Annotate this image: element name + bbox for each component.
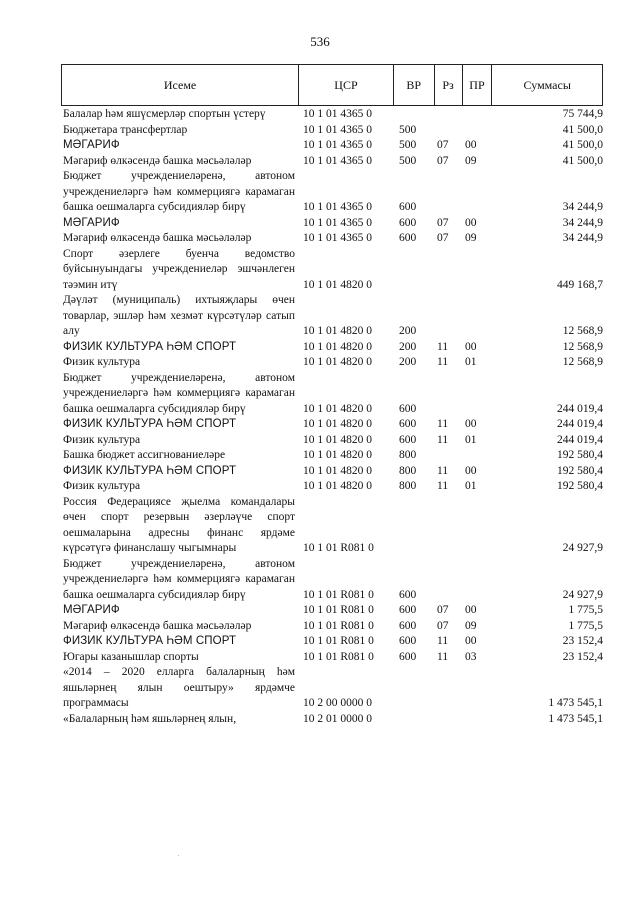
table-row — [61, 448, 603, 464]
row-csr: 10 1 01 4820 0 — [303, 356, 372, 368]
row-pr: 09 — [465, 154, 477, 167]
row-pr: 01 — [465, 433, 477, 446]
table-row — [61, 417, 603, 433]
row-sum: 34 244,9 — [562, 201, 603, 213]
row-csr: 10 1 01 4365 0 — [303, 139, 372, 151]
header-sum: Суммасы — [523, 77, 571, 92]
row-csr: 10 1 01 4820 0 — [303, 449, 372, 461]
table-row — [61, 650, 603, 666]
row-sum: 12 568,9 — [562, 325, 603, 337]
row-vr: 500 — [399, 123, 417, 136]
table-row — [61, 665, 603, 712]
row-vr: 500 — [399, 139, 417, 151]
row-sum: 1 775,5 — [568, 604, 603, 616]
row-csr: 10 1 01 4820 0 — [303, 433, 372, 446]
row-sum: 192 580,4 — [557, 480, 603, 492]
row-vr: 600 — [399, 650, 417, 663]
page-number: 536 — [310, 34, 330, 49]
row-pr: 01 — [465, 480, 477, 492]
row-rz: 11 — [437, 635, 449, 647]
row-sum: 1 775,5 — [568, 619, 603, 632]
table-row — [61, 355, 603, 371]
row-sum: 244 019,4 — [557, 418, 603, 430]
row-name: ФИЗИК КУЛЬТУРА ҺӘМ СПОРТ — [63, 635, 237, 647]
row-sum: 12 568,9 — [562, 340, 603, 353]
header-vr: ВР — [394, 65, 435, 105]
row-rz: 07 — [437, 619, 449, 632]
row-sum: 12 568,9 — [562, 356, 603, 368]
row-pr: 00 — [465, 340, 477, 353]
row-sum: 24 927,9 — [562, 588, 603, 601]
row-pr: 00 — [465, 464, 477, 477]
row-csr: 10 1 01 4365 0 — [303, 123, 372, 136]
row-rz: 11 — [437, 433, 449, 446]
row-name: Балалар һәм яшүсмерләр спортын үстерү — [63, 108, 266, 120]
row-vr: 200 — [399, 340, 417, 353]
row-name: МӘГАРИФ — [63, 604, 120, 616]
row-name: ФИЗИК КУЛЬТУРА ҺӘМ СПОРТ — [63, 464, 237, 477]
row-vr: 600 — [399, 433, 417, 446]
row-vr: 600 — [399, 201, 417, 213]
row-rz: 11 — [437, 356, 449, 368]
row-name: Физик культура — [63, 433, 141, 446]
row-name: Башка бюджет ассигнованиеләре — [63, 449, 226, 461]
row-rz: 07 — [437, 232, 449, 244]
row-name: Бюджет учреждениеләренә, автоном учреждениеләргә һәм коммерциягә карамаган башка оешмаларга субсидияләр бирү — [63, 557, 295, 601]
row-sum: 41 500,0 — [562, 139, 603, 151]
row-name: «Балаларның һәм яшьләрнең ялын, — [63, 712, 237, 725]
table-row — [61, 479, 603, 495]
row-csr: 10 1 01 4365 0 — [303, 216, 372, 229]
table-row — [61, 216, 603, 232]
row-sum: 244 019,4 — [557, 402, 603, 415]
row-sum: 34 244,9 — [562, 232, 603, 244]
row-vr: 600 — [399, 635, 417, 647]
row-csr: 10 2 01 0000 0 — [303, 712, 372, 725]
row-name: Мәгариф өлкәсендә башка мәсьәләләр — [63, 619, 252, 632]
row-vr: 600 — [399, 418, 417, 430]
row-pr: 09 — [465, 232, 477, 244]
table-row — [61, 464, 603, 480]
table-row — [61, 495, 603, 557]
row-sum: 449 168,7 — [557, 278, 603, 291]
row-name: Бюджетара трансфертлар — [63, 123, 188, 136]
header-pr: ПР — [463, 65, 493, 105]
row-sum: 24 927,9 — [562, 542, 603, 554]
row-name: Мәгариф өлкәсендә башка мәсьәләләр — [63, 154, 252, 167]
row-pr: 09 — [465, 619, 477, 632]
table-row — [61, 619, 603, 635]
table-row — [61, 107, 603, 123]
row-csr: 10 1 01 4820 0 — [303, 402, 372, 415]
row-vr: 800 — [399, 464, 417, 477]
row-rz: 07 — [437, 216, 449, 229]
row-rz: 11 — [437, 480, 449, 492]
row-rz: 07 — [437, 139, 449, 151]
row-rz: 11 — [437, 650, 449, 663]
row-name: Мәгариф өлкәсендә башка мәсьәләләр — [63, 232, 252, 244]
row-pr: 00 — [465, 139, 477, 151]
table-header — [61, 64, 603, 106]
header-rz: Рз — [435, 65, 463, 105]
row-csr: 10 1 01 4365 0 — [303, 108, 372, 120]
row-pr: 01 — [465, 356, 477, 368]
row-vr: 800 — [399, 480, 417, 492]
row-rz: 11 — [437, 340, 449, 353]
row-vr: 800 — [399, 449, 417, 461]
row-rz: 11 — [437, 464, 449, 477]
table-row — [61, 247, 603, 294]
row-name: МӘГАРИФ — [63, 139, 120, 151]
row-csr: 10 1 01 4820 0 — [303, 325, 372, 337]
table-row — [61, 712, 603, 728]
row-vr: 600 — [399, 619, 417, 632]
row-vr: 600 — [399, 232, 417, 244]
row-pr: 00 — [465, 604, 477, 616]
scan-speck — [178, 855, 179, 856]
row-name: Бюджет учреждениеләренә, автоном учреждениеләргә һәм коммерциягә карамаган башка оешмаларга субсидияләр бирү — [63, 170, 295, 213]
table-row — [61, 138, 603, 154]
row-sum: 192 580,4 — [557, 449, 603, 461]
table-row — [61, 340, 603, 356]
row-name: Спорт әзерлеге буенча ведомство буйсынуындагы учреждениеләр эшчәнлеген тәэмин итү — [63, 247, 295, 291]
row-vr: 600 — [399, 216, 417, 229]
row-csr: 10 1 01 4365 0 — [303, 232, 372, 244]
row-sum: 1 473 545,1 — [548, 697, 603, 709]
table-row — [61, 293, 603, 340]
row-rz: 11 — [437, 418, 449, 430]
row-csr: 10 1 01 4365 0 — [303, 201, 372, 213]
header-name: Исеме — [62, 65, 299, 105]
row-rz: 07 — [437, 604, 449, 616]
table-row — [61, 371, 603, 418]
row-csr: 10 1 01 4820 0 — [303, 340, 372, 353]
table-row — [61, 433, 603, 449]
row-csr: 10 1 01 R081 0 — [303, 619, 374, 632]
row-csr: 10 1 01 R081 0 — [303, 542, 374, 554]
row-sum: 41 500,0 — [562, 123, 603, 136]
table-row — [61, 154, 603, 170]
row-sum: 75 744,9 — [562, 108, 603, 120]
row-vr: 500 — [399, 154, 417, 167]
header-csr: ЦСР — [299, 65, 394, 105]
row-csr: 10 1 01 4820 0 — [303, 480, 372, 492]
row-sum: 192 580,4 — [557, 464, 603, 477]
row-csr: 10 1 01 4820 0 — [303, 278, 372, 291]
row-csr: 10 1 01 R081 0 — [303, 635, 374, 647]
row-name: ФИЗИК КУЛЬТУРА ҺӘМ СПОРТ — [63, 340, 237, 353]
row-csr: 10 1 01 4365 0 — [303, 154, 372, 167]
row-name: Дәүләт (муниципаль) ихтыяҗлары өчен товарлар, эшләр һәм хезмәт күрсәтүләр сатып алу — [63, 294, 295, 337]
row-csr: 10 1 01 R081 0 — [303, 604, 374, 616]
row-name: «2014 – 2020 елларга балаларның һәм яшьләрнең ялын оештыру» ярдәмче программасы — [63, 666, 295, 709]
row-name: Югары казанышлар спорты — [63, 650, 199, 663]
row-sum: 34 244,9 — [562, 216, 603, 229]
row-csr: 10 1 01 4820 0 — [303, 464, 372, 477]
row-pr: 00 — [465, 635, 477, 647]
row-sum: 23 152,4 — [562, 635, 603, 647]
row-sum: 23 152,4 — [562, 650, 603, 663]
table-row — [61, 557, 603, 604]
row-vr: 600 — [399, 588, 417, 601]
table-row — [61, 231, 603, 247]
row-vr: 600 — [399, 402, 417, 415]
row-sum: 41 500,0 — [562, 154, 603, 167]
row-pr: 00 — [465, 216, 477, 229]
row-vr: 600 — [399, 604, 417, 616]
table-row — [61, 169, 603, 216]
row-csr: 10 1 01 R081 0 — [303, 650, 374, 663]
row-csr: 10 1 01 4820 0 — [303, 418, 372, 430]
row-sum: 244 019,4 — [557, 433, 603, 446]
row-name: ФИЗИК КУЛЬТУРА ҺӘМ СПОРТ — [63, 418, 237, 430]
table-row — [61, 123, 603, 139]
row-csr: 10 1 01 R081 0 — [303, 588, 374, 601]
table-body — [61, 107, 603, 727]
budget-table — [61, 64, 603, 727]
row-sum: 1 473 545,1 — [548, 712, 603, 725]
row-name: Физик культура — [63, 356, 141, 368]
row-vr: 200 — [399, 356, 417, 368]
row-rz: 07 — [437, 154, 449, 167]
row-name: Россия Федерациясе җыелма командалары өчен спорт резервын әзерләүче спорт оешмаларына адресны финанс ярдәме күрсәтүгә финанслашу чыгымнары — [63, 495, 295, 554]
row-name: МӘГАРИФ — [63, 216, 120, 229]
row-name: Физик культура — [63, 480, 141, 492]
row-pr: 00 — [465, 418, 477, 430]
row-csr: 10 2 00 0000 0 — [303, 697, 372, 709]
row-pr: 03 — [465, 650, 477, 663]
row-vr: 200 — [399, 325, 417, 337]
row-name: Бюджет учреждениеләренә, автоном учреждениеләргә һәм коммерциягә карамаган башка оешмаларга субсидияләр бирү — [63, 371, 295, 415]
table-row — [61, 603, 603, 619]
table-row — [61, 634, 603, 650]
